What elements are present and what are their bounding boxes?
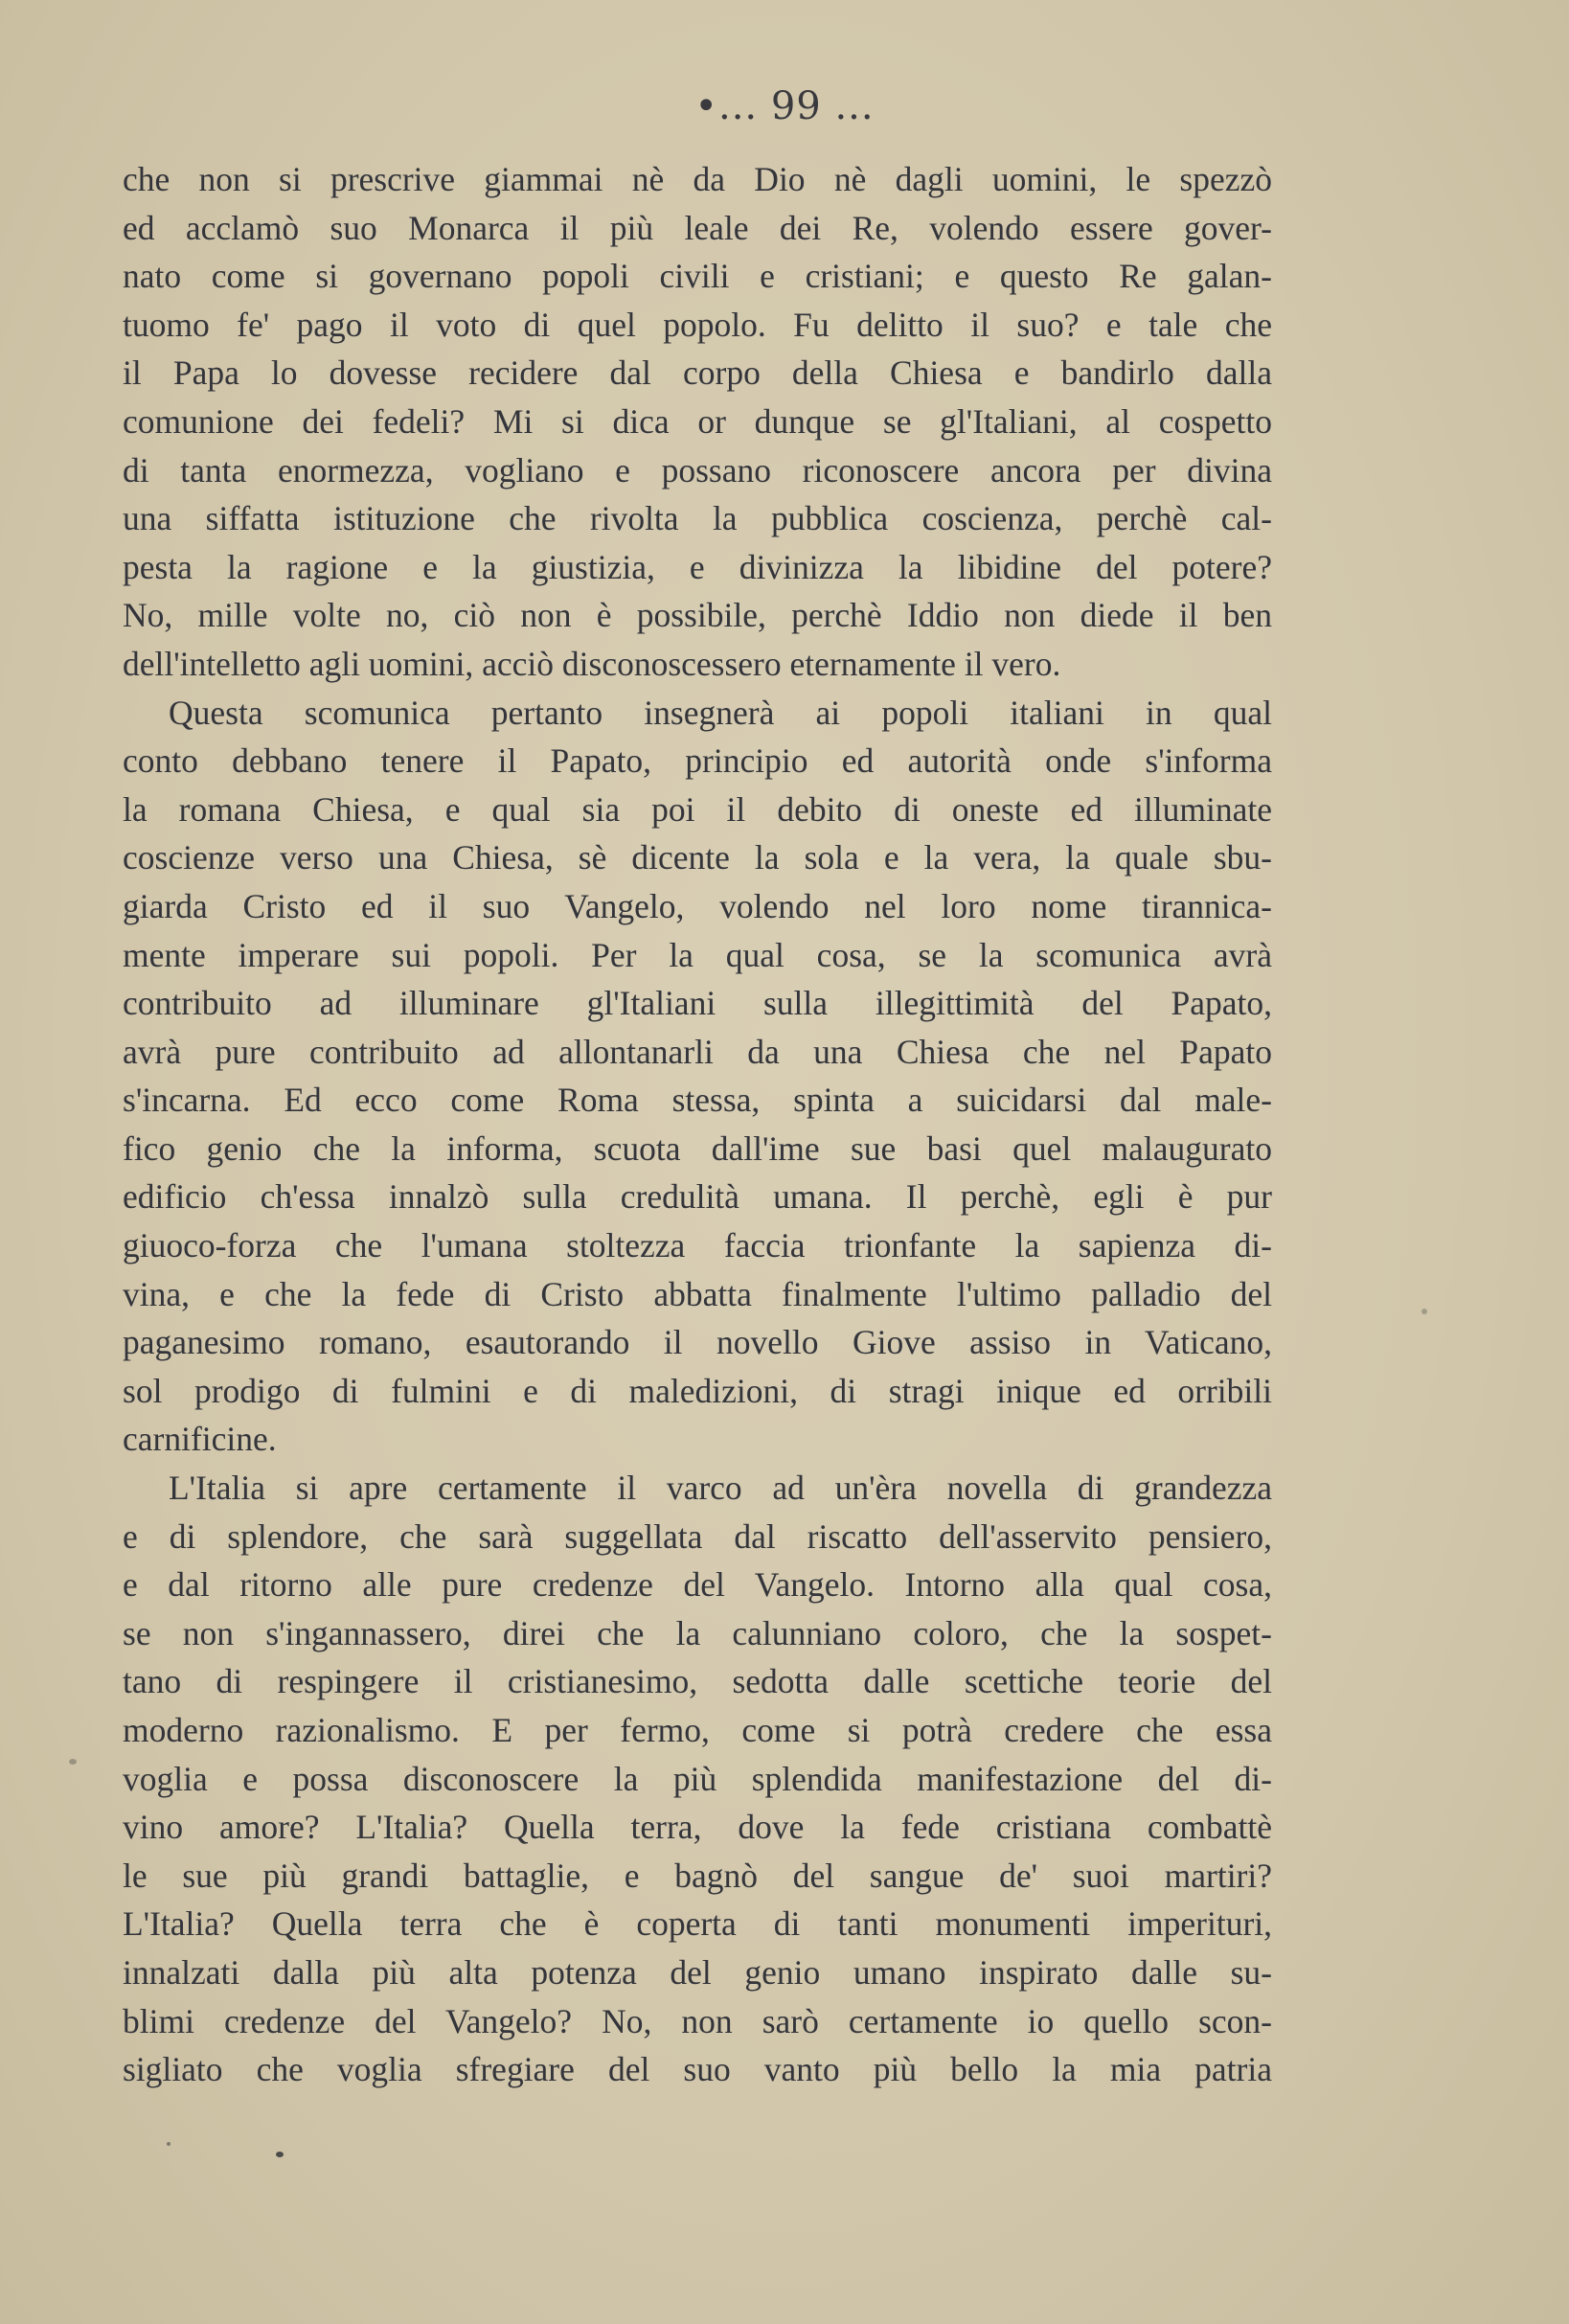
text-line: L'Italia? Quella terra che è coperta di tanti monumenti imperituri, — [123, 1904, 1272, 1944]
page-number-header: •... 99 ... — [694, 84, 875, 128]
text-line: pesta la ragione e la giustizia, e divinizza la libidine del potere? — [123, 547, 1272, 586]
ink-speck — [1421, 1309, 1427, 1314]
page-body — [123, 155, 1272, 2094]
ink-speck — [276, 2152, 284, 2157]
text-line: innalzati dalla più alta potenza del genio umano inspirato dalle su- — [123, 1952, 1272, 1992]
text-line: e di splendore, che sarà suggellata dal riscatto dell'asservito pensiero, — [123, 1516, 1272, 1556]
text-line: vina, e che la fede di Cristo abbatta finalmente l'ultimo palladio del — [123, 1274, 1272, 1313]
text-line: sigliato che voglia sfregiare del suo vanto più bello la mia patria — [123, 2050, 1272, 2089]
text-line: Questa scomunica pertanto insegnerà ai popoli italiani in qual — [169, 693, 1272, 732]
paragraph-3 — [123, 1464, 1272, 2094]
text-line: giuoco-forza che l'umana stoltezza faccia trionfante la sapienza di- — [123, 1226, 1272, 1265]
text-line: il Papa lo dovesse recidere dal corpo della Chiesa e bandirlo dalla — [123, 353, 1272, 393]
text-line: giarda Cristo ed il suo Vangelo, volendo nel loro nome tirannica- — [123, 886, 1272, 925]
text-line: vino amore? L'Italia? Quella terra, dove la fede cristiana combattè — [123, 1808, 1272, 1847]
text-line: e dal ritorno alle pure credenze del Vangelo. Intorno alla qual cosa, — [123, 1565, 1272, 1605]
text-line: ed acclamò suo Monarca il più leale dei Re, volendo essere gover- — [123, 208, 1272, 247]
text-line: tuomo fe' pago il voto di quel popolo. Fu delitto il suo? e tale che — [123, 305, 1272, 344]
text-line: voglia e possa disconoscere la più splendida manifestazione del di- — [123, 1759, 1272, 1798]
text-line: comunione dei fedeli? Mi si dica or dunque se gl'Italiani, al cospetto — [123, 401, 1272, 441]
text-line: tano di respingere il cristianesimo, sedotta dalle scettiche teorie del — [123, 1662, 1272, 1701]
text-line: una siffatta istituzione che rivolta la pubblica coscienza, perchè cal- — [123, 499, 1272, 538]
text-line: avrà pure contribuito ad allontanarli da una Chiesa che nel Papato — [123, 1032, 1272, 1071]
text-line: nato come si governano popoli civili e cristiani; e questo Re galan- — [123, 257, 1272, 296]
text-line: s'incarna. Ed ecco come Roma stessa, spinta a suicidarsi dal male- — [123, 1081, 1272, 1120]
text-line: paganesimo romano, esautorando il novello Giove assiso in Vaticano, — [123, 1323, 1272, 1362]
text-line: la romana Chiesa, e qual sia poi il debito di oneste ed illuminate — [123, 789, 1272, 829]
text-line: sol prodigo di fulmini e di maledizioni, di stragi inique ed orribili — [123, 1371, 1272, 1410]
text-line: che non si prescrive giammai nè da Dio nè dagli uomini, le spezzò — [123, 160, 1272, 198]
text-line: conto debbano tenere il Papato, principio ed autorità onde s'informa — [123, 741, 1272, 781]
ink-speck — [69, 1759, 77, 1765]
paragraph-2 — [123, 689, 1272, 1465]
text-line: dell'intelletto agli uomini, acciò disconoscessero eternamente il vero. — [123, 644, 1061, 683]
text-line: fico genio che la informa, scuota dall'ime sue basi quel malaugurato — [123, 1128, 1272, 1168]
text-line: di tanta enormezza, vogliano e possano riconoscere ancora per divina — [123, 450, 1272, 490]
text-line: L'Italia si apre certamente il varco ad un'èra novella di grandezza — [169, 1469, 1272, 1508]
text-line: No, mille volte no, ciò non è possibile, perchè Iddio non diede il ben — [123, 596, 1272, 635]
text-line: se non s'ingannassero, direi che la calunniano coloro, che la sospet- — [123, 1613, 1272, 1652]
text-line: coscienze verso una Chiesa, sè dicente la sola e la vera, la quale sbu- — [123, 838, 1272, 877]
text-line: edificio ch'essa innalzò sulla credulità umana. Il perchè, egli è pur — [123, 1177, 1272, 1217]
text-line: mente imperare sui popoli. Per la qual cosa, se la scomunica avrà — [123, 935, 1272, 974]
text-line: le sue più grandi battaglie, e bagnò del sangue de' suoi martiri? — [123, 1856, 1272, 1895]
text-line: carnificine. — [123, 1420, 277, 1459]
text-line: contribuito ad illuminare gl'Italiani sulla illegittimità del Papato, — [123, 984, 1272, 1023]
text-line: moderno razionalismo. E per fermo, come si potrà credere che essa — [123, 1711, 1272, 1749]
text-line: blimi credenze del Vangelo? No, non sarò certamente io quello scon- — [123, 2001, 1272, 2040]
ink-speck — [167, 2142, 171, 2146]
paragraph-1 — [123, 155, 1272, 689]
